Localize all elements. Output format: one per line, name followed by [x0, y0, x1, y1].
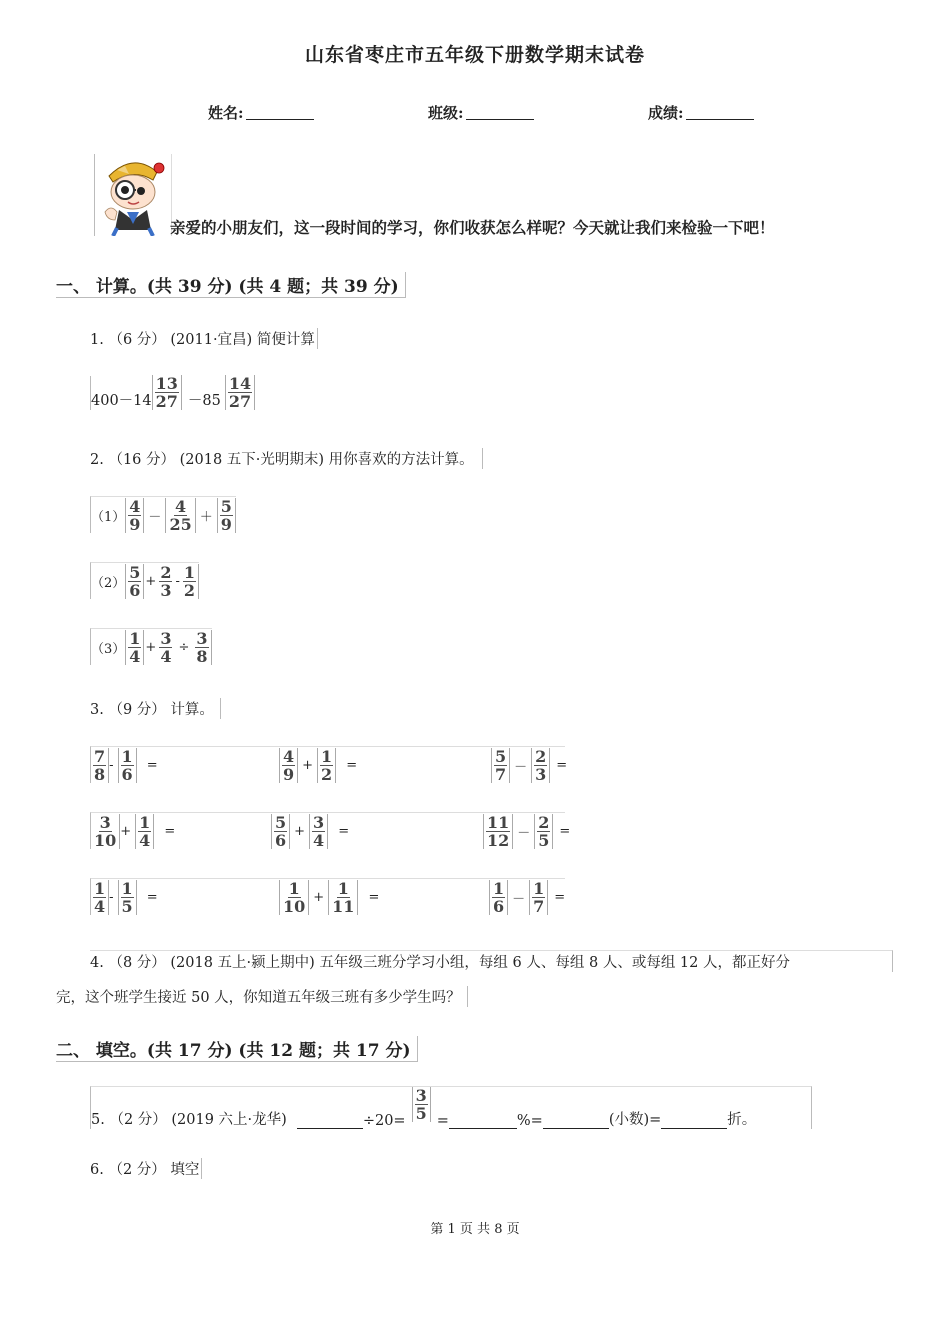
name-blank[interactable] — [246, 105, 314, 120]
q3-item: $\frac{1}{10}$ + $\frac{1}{11}$ = — [279, 879, 383, 915]
q5-blank-3[interactable] — [543, 1114, 609, 1129]
greeting-text: 亲爱的小朋友们，这一段时间的学习，你们收获怎么样呢？今天就让我们来检验一下吧！ — [170, 218, 775, 237]
name-field[interactable] — [208, 102, 314, 123]
q5-blank-1[interactable] — [297, 1114, 363, 1129]
class-label: 班级: — [428, 104, 464, 122]
mascot-image — [94, 154, 172, 236]
question-2-header: 2. （16 分） (2018 五下·光明期末) 用你喜欢的方法计算。 — [90, 448, 483, 469]
question-4-line-1: 4. （8 分） (2018 五上·颍上期中) 五年级三班分学习小组，每组 6 人、每组 8 人、或每组 12 人，都正好分 — [90, 950, 893, 972]
class-blank[interactable] — [466, 105, 534, 120]
section-1-title: 一、 计算。(共 39 分) (共 4 题；共 39 分) — [56, 272, 406, 298]
page-title: 山东省枣庄市五年级下册数学期末试卷 — [304, 44, 645, 66]
question-3-row-2 — [90, 812, 571, 850]
q5-fraction: $\frac{3}{5}$ — [412, 1087, 431, 1122]
class-field[interactable] — [428, 102, 534, 123]
question-6-header: 6. （2 分） 填空 — [90, 1158, 202, 1179]
section-2-title: 二、 填空。(共 17 分) (共 12 题；共 17 分) — [56, 1036, 418, 1062]
score-field[interactable] — [648, 102, 754, 123]
question-3-row-3 — [90, 878, 565, 915]
question-4-line-2: 完，这个班学生接近 50 人，你知道五年级三班有多少学生吗？ — [56, 986, 468, 1007]
score-label: 成绩: — [648, 104, 684, 122]
question-1-expression — [90, 376, 255, 410]
q5-prefix: 5. （2 分） (2019 六上·龙华) — [91, 1112, 287, 1128]
q3-item: $\frac{5}{7}$ － $\frac{2}{3}$ = — [491, 747, 571, 783]
q3-item: $\frac{1}{6}$ － $\frac{1}{7}$ = — [489, 879, 569, 915]
question-5: 5. （2 分） (2019 六上·龙华) ÷20= $\frac{3}{5}$ = %= (小数)= 折。 — [90, 1086, 812, 1129]
q1-expr-a: 400－14 — [91, 393, 152, 409]
q1-fraction-b: $\frac{14}{27}$ — [225, 375, 255, 410]
q3-item: $\frac{7}{8}$ - $\frac{1}{6}$ = — [91, 747, 162, 783]
q3-item: $\frac{4}{9}$ + $\frac{1}{2}$ = — [279, 747, 361, 783]
q5-div: ÷20= — [362, 1113, 406, 1129]
q3-item: $\frac{1}{4}$ - $\frac{1}{5}$ = — [91, 879, 162, 915]
q3-item: $\frac{11}{12}$ － $\frac{2}{5}$ = — [483, 813, 574, 849]
name-label: 姓名: — [208, 104, 244, 122]
q5-blank-2[interactable] — [449, 1114, 517, 1129]
question-1-header: 1. （6 分） (2011·宜昌) 简便计算 — [90, 328, 318, 349]
score-blank[interactable] — [686, 105, 754, 120]
question-3-header: 3. （9 分） 计算。 — [90, 698, 221, 719]
q1-fraction-a: $\frac{13}{27}$ — [152, 375, 182, 410]
question-2-item-3: （3） $\frac{1}{4}$ + $\frac{3}{4}$ ÷ $\frac{3}{8}$ — [90, 628, 212, 665]
q3-item: $\frac{3}{10}$ + $\frac{1}{4}$ = — [91, 813, 179, 849]
page-footer: 第 1 页 共 8 页 — [430, 1222, 520, 1237]
question-2-item-2: （2） $\frac{5}{6}$ + $\frac{2}{3}$ - $\frac{1}{2}$ — [90, 562, 199, 599]
q1-expr-b: －85 — [187, 393, 221, 409]
question-3-row-1 — [90, 746, 568, 784]
q3-item: $\frac{5}{6}$ + $\frac{3}{4}$ = — [271, 813, 353, 849]
q5-blank-4[interactable] — [661, 1114, 727, 1129]
question-2-item-1: （1） $\frac{4}{9}$ － $\frac{4}{25}$ ＋ $\frac{5}{9}$ — [90, 496, 236, 533]
cartoon-boy-icon — [95, 154, 171, 236]
